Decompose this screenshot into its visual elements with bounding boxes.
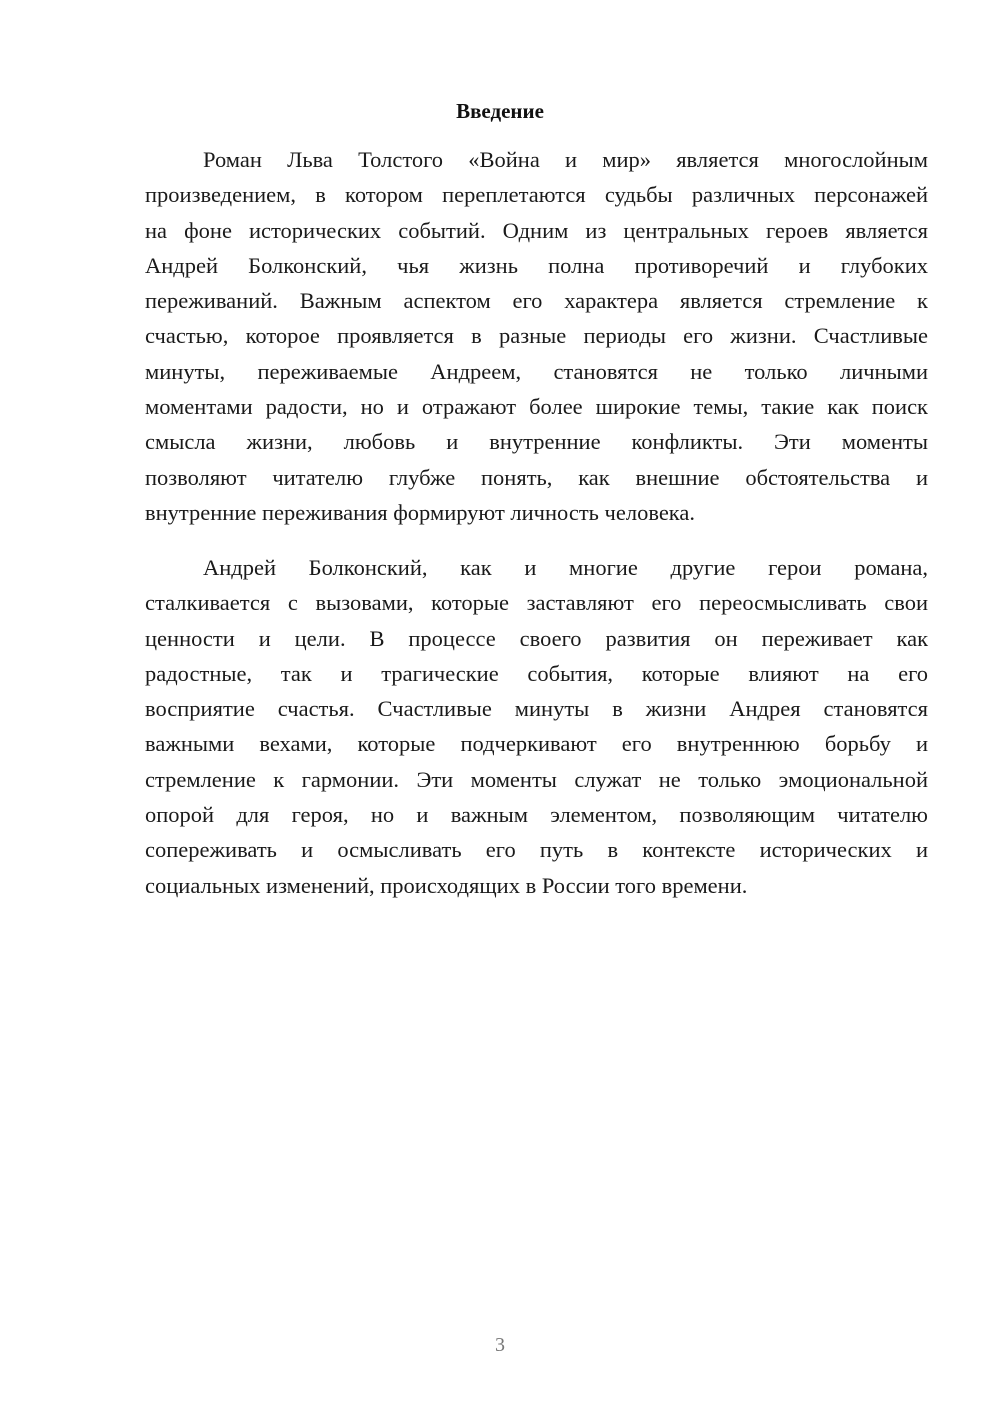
text-line: переживаний. Важным аспектом его характера является стремление к [145,288,928,314]
page-number: 3 [495,1334,505,1356]
paragraph-1 [145,142,928,530]
text-line: сопереживать и осмысливать его путь в контексте исторических и [145,837,928,863]
text-line: Андрей Болконский, как и многие другие герои романа, [203,555,928,580]
paragraph-2 [145,550,928,903]
text-line: счастью, которое проявляется в разные периоды его жизни. Счастливые [145,323,928,349]
text-line: сталкивается с вызовами, которые заставляют его переосмысливать свои [145,590,928,616]
text-line: Андрей Болконский, чья жизнь полна противоречий и глубоких [145,252,928,278]
text-line: внутренние переживания формируют личность человека. [145,499,696,525]
text-line: ценности и цели. В процессе своего развития он переживает как [145,625,928,651]
text-line: Роман Льва Толстого «Война и мир» является многослойным [203,147,928,172]
section-heading: Введение [456,99,544,123]
text-line: радостные, так и трагические события, которые влияют на его [145,660,928,686]
text-line: важными вехами, которые подчеркивают его внутреннюю борьбу и [145,731,928,757]
text-line: на фоне исторических событий. Одним из центральных героев является [145,217,928,243]
text-line: опорой для героя, но и важным элементом, позволяющим читателю [145,802,928,828]
text-line: смысла жизни, любовь и внутренние конфликты. Эти моменты [145,429,928,455]
text-line: социальных изменений, происходящих в России того времени. [145,872,748,898]
text-line: восприятие счастья. Счастливые минуты в жизни Андрея становятся [145,696,928,722]
text-line: моментами радости, но и отражают более широкие темы, такие как поиск [145,394,928,420]
text-line: позволяют читателю глубже понять, как внешние обстоятельства и [145,464,928,490]
text-line: минуты, переживаемые Андреем, становятся не только личными [145,358,928,384]
text-line: стремление к гармонии. Эти моменты служат не только эмоциональной [145,766,928,792]
text-line: произведением, в котором переплетаются судьбы различных персонажей [145,182,928,208]
